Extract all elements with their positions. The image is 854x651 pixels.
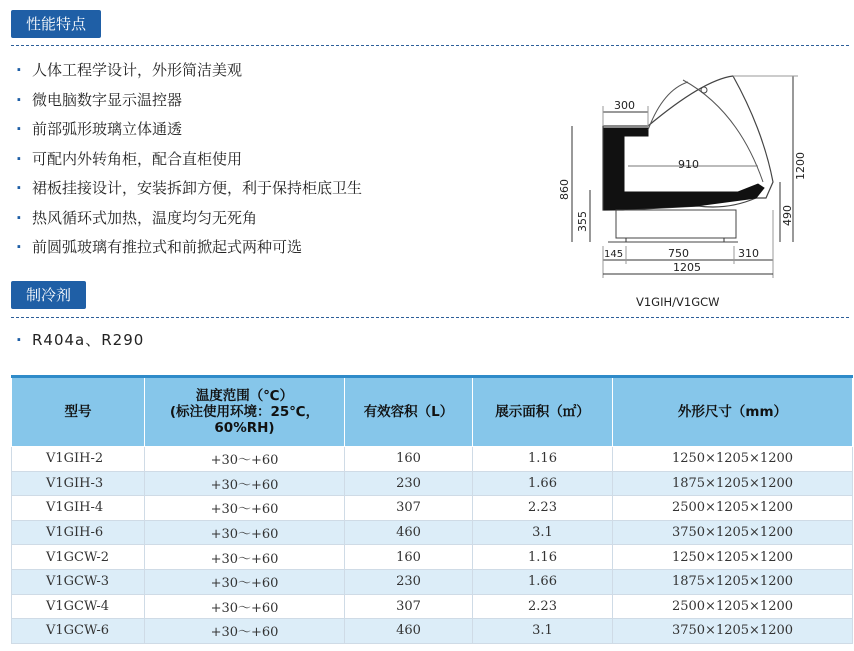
spec-table	[11, 375, 853, 644]
table-row	[12, 545, 853, 570]
dim-inner-depth: 910	[678, 158, 699, 171]
cell-size: 1250×1205×1200	[613, 545, 853, 570]
cell-volume: 460	[345, 520, 473, 545]
cell-model: V1GIH-3	[12, 471, 145, 496]
cell-area: 1.66	[473, 569, 613, 594]
table-row	[12, 569, 853, 594]
feature-text: 裙板挂接设计，安装拆卸方便，利于保持柜底卫生	[32, 179, 363, 197]
cell-size: 3750×1205×1200	[613, 520, 853, 545]
header-temp	[145, 377, 345, 447]
header-temp-line2: (标注使用环境：25℃，	[169, 404, 320, 420]
cabinet-dimension-drawing	[548, 60, 808, 322]
header-temp-line1: 温度范围（℃）	[195, 388, 294, 404]
cell-model: V1GIH-6	[12, 520, 145, 545]
cell-temp: +30～+60	[145, 545, 345, 570]
feature-list	[16, 58, 362, 265]
cell-volume: 307	[345, 496, 473, 521]
dim-total-depth: 1205	[673, 261, 701, 274]
table-row	[12, 447, 853, 472]
cell-volume: 460	[345, 619, 473, 644]
cell-size: 1875×1205×1200	[613, 569, 853, 594]
refrigerant-section-title: 制冷剂	[11, 281, 86, 309]
feature-item	[16, 88, 362, 118]
diagram-caption: V1GIH/V1GCW	[636, 295, 720, 309]
feature-item	[16, 117, 362, 147]
cell-volume: 230	[345, 569, 473, 594]
feature-text: 可配内外转角柜，配合直柜使用	[32, 149, 243, 168]
header-area: 展示面积（㎡）	[473, 377, 613, 447]
bullet-icon: ·	[16, 179, 22, 197]
cell-volume: 230	[345, 471, 473, 496]
table-row	[12, 619, 853, 644]
features-divider	[11, 45, 849, 46]
feature-item	[16, 176, 362, 206]
header-volume: 有效容积（L）	[345, 377, 473, 447]
cell-temp: +30～+60	[145, 594, 345, 619]
cell-size: 1875×1205×1200	[613, 471, 853, 496]
bullet-icon: ·	[16, 120, 22, 138]
table-row	[12, 520, 853, 545]
table-row	[12, 496, 853, 521]
cell-temp: +30～+60	[145, 471, 345, 496]
cell-area: 3.1	[473, 520, 613, 545]
dim-front-height: 490	[781, 205, 794, 226]
cell-volume: 307	[345, 594, 473, 619]
glass-rear	[648, 82, 688, 130]
bullet-icon: ·	[16, 61, 22, 79]
cell-size: 3750×1205×1200	[613, 619, 853, 644]
cell-area: 2.23	[473, 594, 613, 619]
cell-area: 1.66	[473, 471, 613, 496]
features-section-title: 性能特点	[11, 10, 101, 38]
cell-volume: 160	[345, 447, 473, 472]
cell-model: V1GIH-2	[12, 447, 145, 472]
cell-area: 1.16	[473, 545, 613, 570]
bullet-icon: ·	[16, 149, 22, 168]
cabinet-base	[616, 210, 736, 238]
cell-model: V1GCW-2	[12, 545, 145, 570]
header-temp-line3: 60%RH)	[214, 420, 275, 436]
feature-item	[16, 58, 362, 88]
cell-area: 1.16	[473, 447, 613, 472]
cell-temp: +30～+60	[145, 569, 345, 594]
feature-item	[16, 147, 362, 177]
cell-model: V1GIH-4	[12, 496, 145, 521]
dim-seg-right: 310	[738, 247, 759, 260]
refrigerant-line	[16, 329, 144, 350]
feature-text: 人体工程学设计，外形简洁美观	[32, 61, 243, 79]
dim-counter-height: 860	[558, 179, 571, 200]
cell-size: 1250×1205×1200	[613, 447, 853, 472]
table-header-row	[12, 377, 853, 447]
bullet-icon: ·	[16, 331, 23, 349]
header-size: 外形尺寸（mm）	[613, 377, 853, 447]
cell-model: V1GCW-3	[12, 569, 145, 594]
bullet-icon: ·	[16, 90, 22, 109]
bullet-icon: ·	[16, 208, 22, 227]
dim-seg-left: 145	[604, 249, 624, 260]
cell-temp: +30～+60	[145, 447, 345, 472]
cell-area: 3.1	[473, 619, 613, 644]
cell-area: 2.23	[473, 496, 613, 521]
cell-size: 2500×1205×1200	[613, 594, 853, 619]
cell-volume: 160	[345, 545, 473, 570]
feature-text: 前圆弧玻璃有推拉式和前掀起式两种可选	[32, 238, 303, 256]
cell-temp: +30～+60	[145, 496, 345, 521]
cell-model: V1GCW-6	[12, 619, 145, 644]
dim-top-depth: 300	[614, 99, 635, 112]
table-row	[12, 594, 853, 619]
feature-text: 微电脑数字显示温控器	[32, 90, 183, 109]
dim-base-height: 355	[576, 211, 589, 232]
dim-total-height: 1200	[794, 152, 807, 180]
refrigerant-value: R404a、R290	[32, 331, 145, 349]
lamp-icon	[701, 87, 707, 93]
bullet-icon: ·	[16, 238, 22, 256]
header-model: 型号	[12, 377, 145, 447]
feature-item	[16, 206, 362, 236]
dim-seg-mid: 750	[668, 247, 689, 260]
cell-temp: +30～+60	[145, 619, 345, 644]
cell-size: 2500×1205×1200	[613, 496, 853, 521]
feature-text: 热风循环式加热，温度均匀无死角	[32, 208, 258, 227]
cell-temp: +30～+60	[145, 520, 345, 545]
feature-item	[16, 235, 362, 265]
feature-text: 前部弧形玻璃立体通透	[32, 120, 183, 138]
cell-model: V1GCW-4	[12, 594, 145, 619]
table-row	[12, 471, 853, 496]
